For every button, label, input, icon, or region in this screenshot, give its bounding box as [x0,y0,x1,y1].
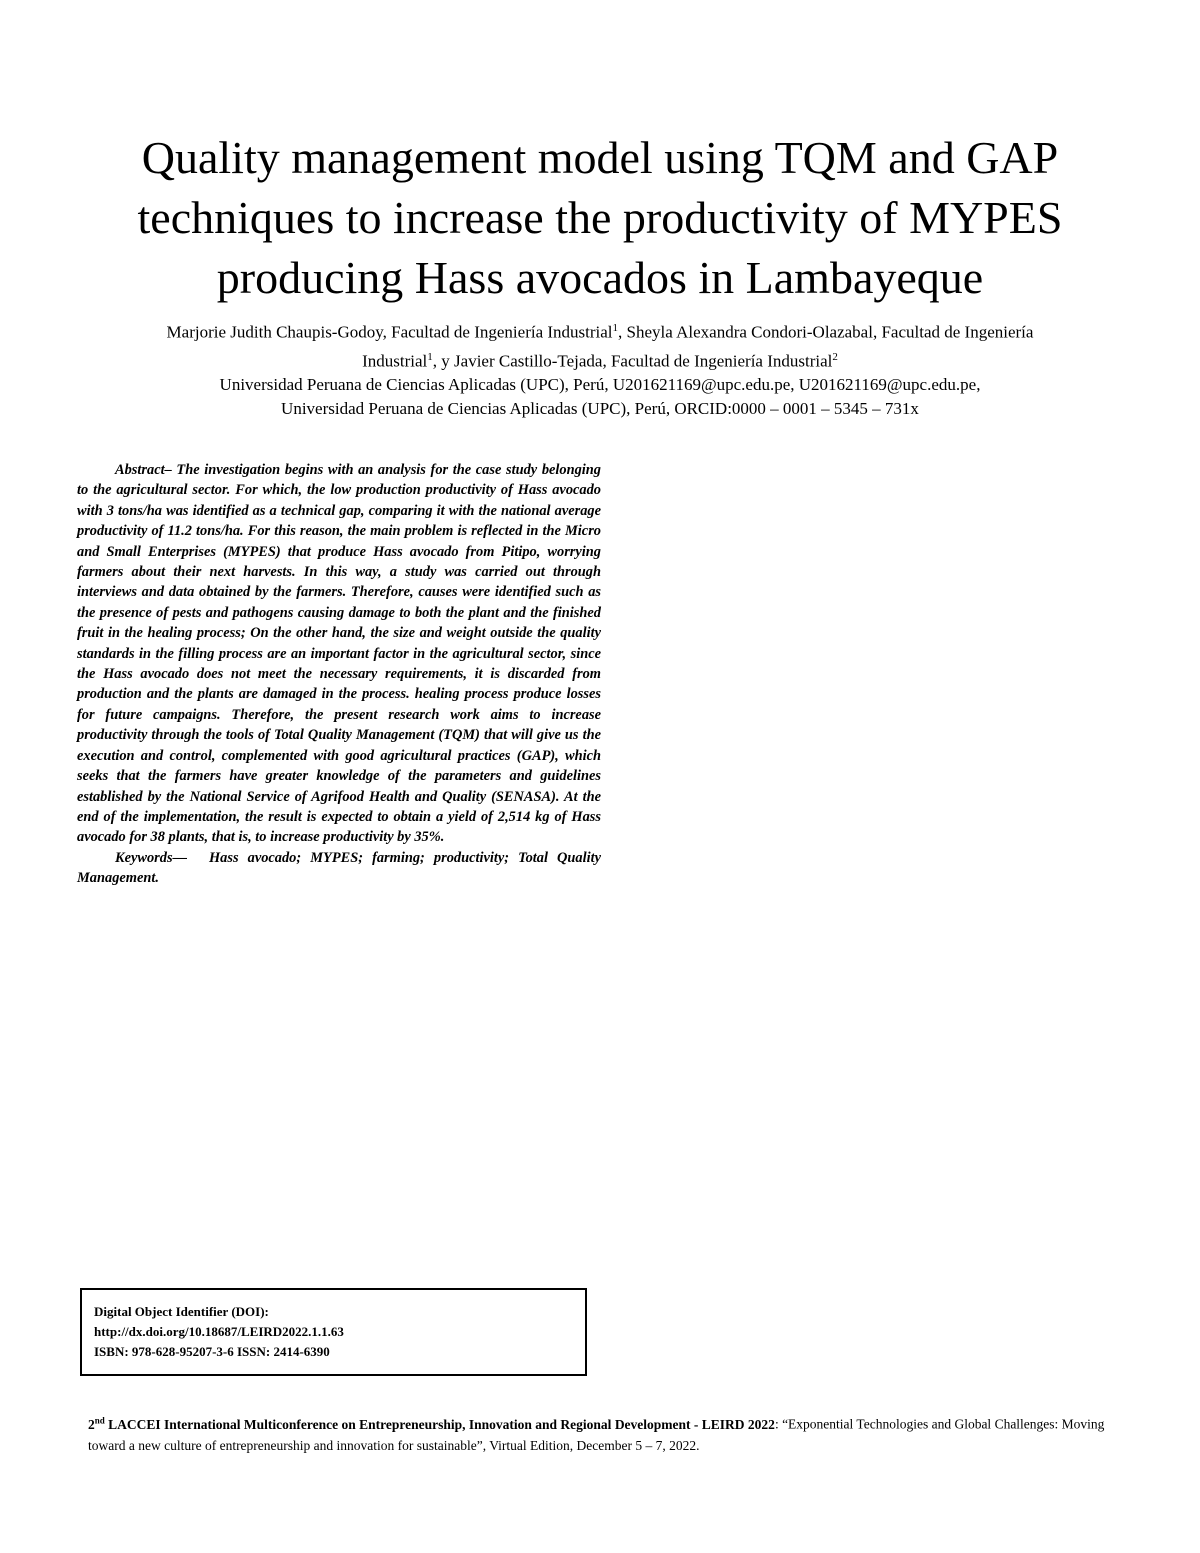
ordinal-suffix: nd [94,1415,105,1425]
author-text: , y Javier Castillo-Tejada, Facultad de Ingeniería Industrial [432,351,833,371]
affiliation-line: Universidad Peruana de Ciencias Aplicadas (UPC), Perú, U201621169@upc.edu.pe, U201621169@upc.edu.pe, [219,375,981,395]
doi-label: Digital Object Identifier (DOI): [94,1304,269,1319]
page-footer [88,1410,1113,1456]
paper-title [100,128,1100,308]
affiliation-line: Universidad Peruana de Ciencias Aplicadas (UPC), Perú, ORCID:0000 – 0001 – 5345 – 731x [281,399,919,419]
title-line: producing Hass avocados in Lambayeque [216,252,984,303]
doi-link[interactable]: http://dx.doi.org/10.18687/LEIRD2022.1.1.63 [94,1324,344,1339]
conference-ordinal: 2 [88,1416,95,1432]
author-text: , Sheyla Alexandra Condori-Olazabal, Facultad de Ingeniería [618,322,1034,342]
doi-box [80,1288,587,1376]
author-text: Marjorie Judith Chaupis-Godoy, Facultad de Ingeniería Industrial [166,322,613,342]
author-text: Industrial [362,351,428,371]
keywords-paragraph [77,848,601,889]
conference-details: : “Exponential Technologies and Global Challenges: Moving toward a new culture of entrepreneurship and innovation for sustainable”, Virtual Edition, December 5 – 7, 2022. [88,1416,1105,1453]
conference-name [88,1417,775,1432]
keywords-label: Keywords— [115,849,187,866]
title-line: techniques to increase the productivity of MYPES [137,192,1063,243]
abstract-section [77,460,601,889]
author-line [60,345,1140,374]
title-line: Quality management model using TQM and GAP [141,132,1059,183]
author-line [60,316,1140,345]
conference-title: LACCEI International Multiconference on Entrepreneurship, Innovation and Regional Development - LEIRD 2022 [104,1416,775,1432]
isbn-issn: ISBN: 978-628-95207-3-6 ISSN: 2414-6390 [94,1344,330,1359]
abstract-text: Abstract– The investigation begins with an analysis for the case study belonging to the agricultural sector. For which, the low production productivity of Hass avocado with 3 tons/ha was identified as a technical gap, comparing it with the national average productivity of 11.2 tons/ha. For this reason, the main problem is reflected in the Micro and Small Enterprises (MYPES) that produce Hass avocado from Pitipo, worrying farmers about their next harvests. In this way, a study was carried out through interviews and data obtained by the farmers. Therefore, causes were identified such as the presence of pests and pathogens causing damage to both the plant and the finished fruit in the healing process; On the other hand, the size and weight outside the quality standards in the filling process are an important factor in the agricultural sector, since the Hass avocado does not meet the necessary requirements, it is discarded from production and the plants are damaged in the process. healing process produce losses for future campaigns. Therefore, the present research work aims to increase productivity through the tools of Total Quality Management (TQM) that will give us the execution and control, complemented with good agricultural practices (GAP), which seeks that the farmers have greater knowledge of the parameters and guidelines established by the National Service of Agrifood Health and Quality (SENASA). At the end of the implementation, the result is expected to obtain a yield of 2,514 kg of Hass avocado for 38 plants, that is, to increase productivity by 35%. [77,462,601,846]
affiliation-marker: 1 [612,322,619,334]
affiliation-marker: 1 [427,350,433,363]
keywords-text: Hass avocado; MYPES; farming; productivity; Total Quality Management. [77,849,601,887]
affiliation-marker: 2 [832,350,838,363]
author-block [60,316,1140,421]
